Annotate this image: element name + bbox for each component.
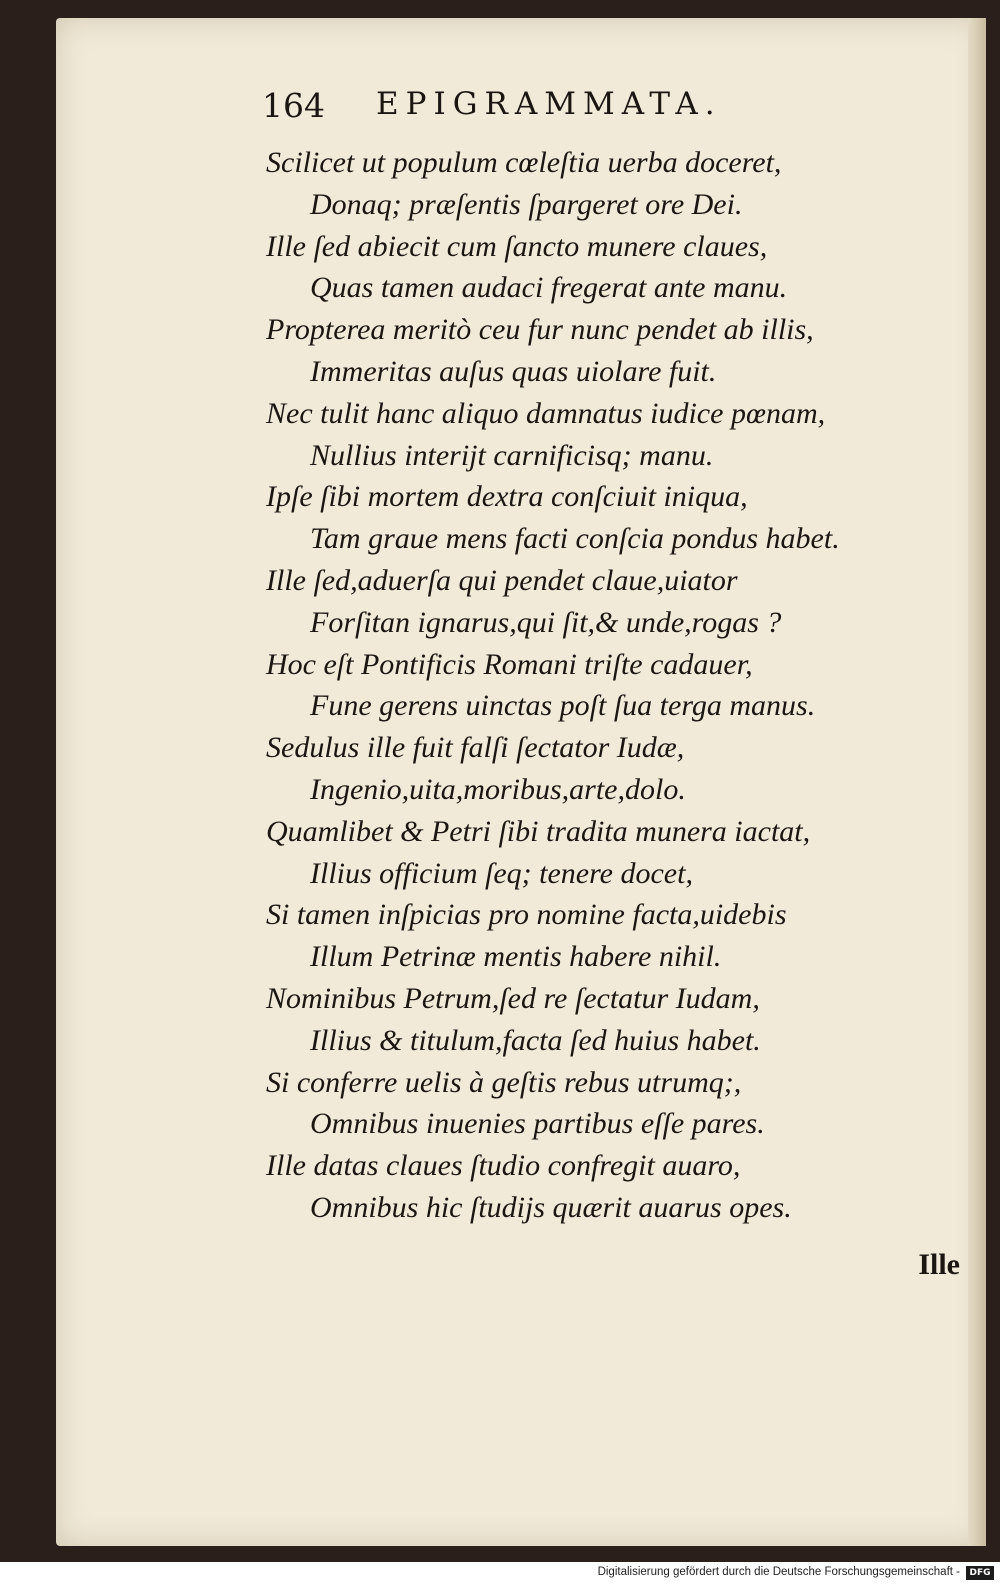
verse-line: Omnibus hic ſtudijs quærit auarus opes. [310, 1190, 792, 1224]
verse-line: Fune gerens uinctas poſt ſua terga manus. [310, 689, 816, 723]
dfg-logo: DFG [966, 1566, 994, 1580]
catchword: Ille [918, 1248, 960, 1281]
verse-line: Forſitan ignarus,qui ſit,& unde,rogas ? [310, 605, 782, 639]
verse-line: Quas tamen audaci fregerat ante manu. [310, 271, 788, 305]
verse-line: Scilicet ut populum cœleſtia uerba doceret, [266, 146, 782, 179]
verse-line: Hoc eſt Pontificis Romani triſte cadauer, [266, 647, 753, 681]
page-edge [968, 18, 986, 1546]
running-title: EPIGRAMMATA. [376, 86, 722, 122]
verse-line: Ille ſed,aduerſa qui pendet claue,uiator [266, 563, 738, 597]
epigram-text [266, 142, 906, 1229]
verse-line: Donaq; præſentis ſpargeret ore Dei. [310, 187, 743, 221]
verse-line: Ille datas claues ſtudio confregit auaro, [266, 1149, 741, 1183]
verse-line: Omnibus inuenies partibus eſſe pares. [310, 1107, 765, 1141]
verse-line: Nullius interijt carnificisq; manu. [310, 438, 714, 472]
verse-line: Illius officium ſeq; tenere docet, [310, 856, 693, 890]
verse-line: Immeritas auſus quas uiolare fuit. [310, 354, 717, 388]
verse-line: Si tamen inſpicias pro nomine facta,uidebis [266, 898, 787, 932]
verse-line: Illum Petrinæ mentis habere nihil. [310, 940, 722, 974]
verse-line: Nominibus Petrum,ſed re ſectatur Iudam, [266, 981, 760, 1015]
verse-line: Propterea meritò ceu fur nunc pendet ab illis, [266, 313, 814, 347]
verse-line: Sedulus ille fuit falſi ſectator Iudæ, [266, 731, 685, 765]
verse-line: Quamlibet & Petri ſibi tradita munera iactat, [266, 814, 811, 848]
verse-line: Ille ſed abiecit cum ſancto munere claues, [266, 229, 768, 263]
page-number: 164 [262, 86, 325, 125]
verse-line: Ipſe ſibi mortem dextra conſciuit iniqua, [266, 480, 748, 514]
funding-credit: Digitalisierung gefördert durch die Deutsche Forschungsgemeinschaft - [597, 1566, 960, 1578]
verse-line: Ingenio,uita,moribus,arte,dolo. [310, 772, 686, 806]
verse-line: Si conferre uelis à geſtis rebus utrumq;, [266, 1065, 742, 1099]
verse-line: Illius & titulum,facta ſed huius habet. [310, 1023, 761, 1057]
verse-line: Nec tulit hanc aliquo damnatus iudice pœnam, [266, 396, 826, 430]
verse-line: Tam graue mens facti conſcia pondus habet. [310, 522, 840, 556]
